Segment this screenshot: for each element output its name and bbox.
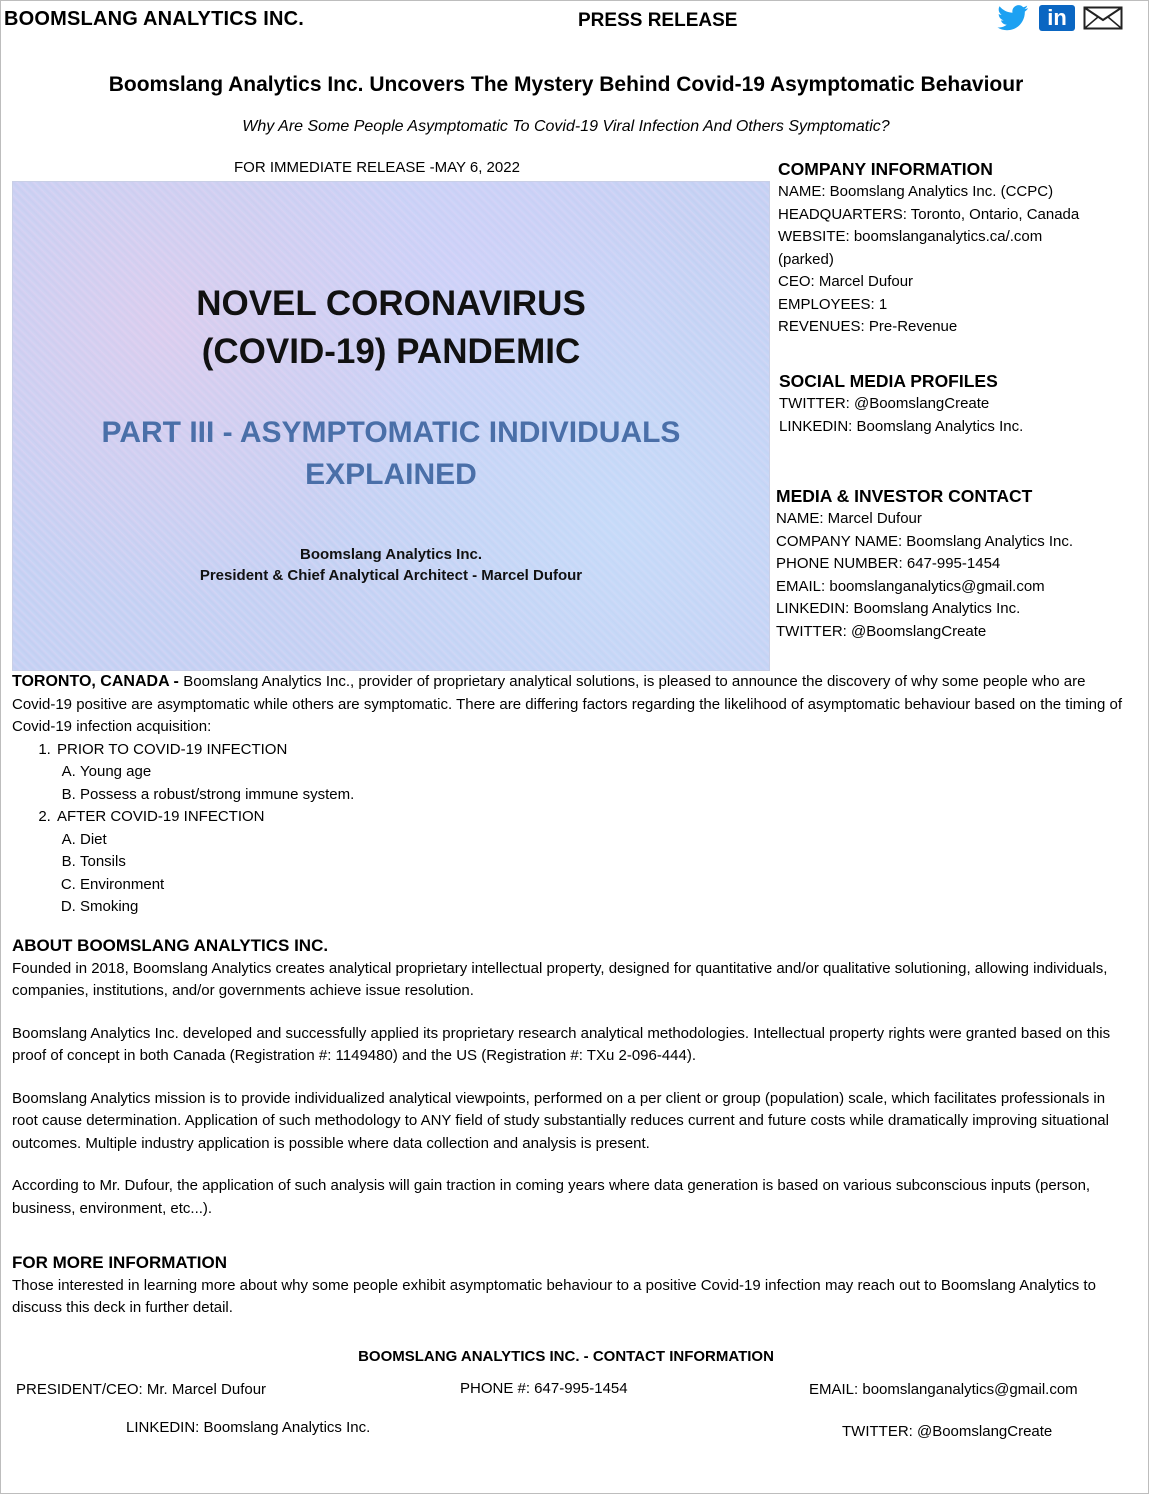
- company-info-line: HEADQUARTERS: Toronto, Ontario, Canada: [778, 205, 1080, 223]
- factor-group-label: AFTER COVID-19 INFECTION: [57, 808, 265, 825]
- social-line: LINKEDIN: Boomslang Analytics Inc.: [779, 417, 1024, 435]
- social-heading: SOCIAL MEDIA PROFILES: [779, 371, 998, 391]
- hero-subtitle-line1: PART III - ASYMPTOMATIC INDIVIDUALS: [101, 416, 681, 449]
- footer-heading: BOOMSLANG ANALYTICS INC. - CONTACT INFORMATION: [358, 1348, 774, 1365]
- page-title: Boomslang Analytics Inc. Uncovers The Mystery Behind Covid-19 Asymptomatic Behaviour: [108, 73, 1024, 96]
- more-info-heading: FOR MORE INFORMATION: [12, 1253, 227, 1272]
- social-profiles: [779, 369, 1023, 438]
- media-contact-line: PHONE NUMBER: 647-995-1454: [776, 555, 1001, 572]
- factor-list: [12, 739, 1122, 919]
- intro-text: Boomslang Analytics Inc., provider of proprietary analytical solutions, is pleased to announce the discovery of why some people who are Covid-19 positive are asymptomatic while others are symptomatic. There are differing factors regarding the likelihood of asymptomatic behaviour based on the timing of Covid-19 infection acquisition:: [12, 673, 1122, 735]
- list-item: A. Diet: [80, 829, 1122, 852]
- about-paragraph: Founded in 2018, Boomslang Analytics creates analytical proprietary intellectual property, designed for quantitative and/or qualitative solutioning, allowing individuals, companies, institutions, and/or governments achieve issue resolution.: [12, 959, 1108, 999]
- footer-president: PRESIDENT/CEO: Mr. Marcel Dufour: [16, 1381, 267, 1398]
- hero-title: [13, 280, 769, 376]
- more-info-text: Those interested in learning more about why some people exhibit asymptomatic behaviour to a positive Covid-19 infection may reach out to Boomslang Analytics to discuss this deck in further detail.: [12, 1276, 1096, 1316]
- company-info-heading: COMPANY INFORMATION: [778, 159, 993, 179]
- about-paragraph: Boomslang Analytics mission is to provide individualized analytical viewpoints, performed on a per client or group (population) scale, which facilitates professionals in root cause determination. Application of such methodology to ANY field of study substantially reduces current and future costs while dramatically improving situational outcomes. Multiple industry application is possible where data collection and analysis is present.: [12, 1089, 1109, 1152]
- media-contact-heading: MEDIA & INVESTOR CONTACT: [776, 486, 1033, 506]
- social-icons: [995, 4, 1123, 32]
- footer-email[interactable]: EMAIL: boomslanganalytics@gmail.com: [809, 1381, 1078, 1398]
- company-info-line: WEBSITE: boomslanganalytics.ca/.com: [778, 228, 1043, 245]
- twitter-icon[interactable]: [995, 5, 1031, 31]
- hero-subtitle: [13, 412, 769, 496]
- list-item: C. Environment: [80, 874, 1122, 897]
- company-info: [778, 157, 1079, 339]
- footer-twitter[interactable]: TWITTER: @BoomslangCreate: [842, 1423, 1053, 1440]
- intro-dateline: TORONTO, CANADA -: [12, 673, 184, 690]
- list-item: B. Tonsils: [80, 851, 1122, 874]
- company-info-line: CEO: Marcel Dufour: [778, 273, 914, 290]
- media-contact-line: LINKEDIN: Boomslang Analytics Inc.: [776, 600, 1021, 617]
- linkedin-icon[interactable]: in: [1039, 5, 1075, 31]
- release-date: FOR IMMEDIATE RELEASE -MAY 6, 2022: [234, 159, 520, 176]
- more-info-section: [12, 1252, 1122, 1320]
- list-item: B. Possess a robust/strong immune system.: [80, 784, 1122, 807]
- hero-image: [12, 181, 770, 671]
- list-item: [55, 739, 1122, 807]
- hero-title-line1: NOVEL CORONAVIRUS: [196, 284, 586, 323]
- hero-credit-author: President & Chief Analytical Architect - Marcel Dufour: [199, 567, 583, 584]
- hero-credit-company: Boomslang Analytics Inc.: [300, 546, 482, 563]
- hero-credit: [13, 544, 769, 586]
- footer-linkedin[interactable]: LINKEDIN: Boomslang Analytics Inc.: [126, 1419, 371, 1436]
- list-item: A. Young age: [80, 761, 1122, 784]
- header-label: PRESS RELEASE: [578, 10, 738, 31]
- media-contact-line: TWITTER: @BoomslangCreate: [776, 622, 987, 640]
- company-info-line: REVENUES: Pre-Revenue: [778, 318, 958, 335]
- hero-subtitle-line2: EXPLAINED: [305, 458, 477, 491]
- social-line: TWITTER: @BoomslangCreate: [779, 395, 990, 412]
- email-icon[interactable]: [1083, 6, 1123, 30]
- factor-sublist: [57, 829, 1122, 919]
- about-heading: ABOUT BOOMSLANG ANALYTICS INC.: [12, 936, 329, 955]
- media-contact: [776, 484, 1073, 643]
- hero-title-line2: (COVID-19) PANDEMIC: [201, 332, 581, 371]
- header-brand: BOOMSLANG ANALYTICS INC.: [4, 8, 304, 30]
- list-item: [55, 806, 1122, 919]
- factor-group-label: PRIOR TO COVID-19 INFECTION: [57, 740, 288, 758]
- about-section: [12, 935, 1122, 1220]
- company-info-line: NAME: Boomslang Analytics Inc. (CCPC): [778, 183, 1054, 200]
- intro-section: [12, 671, 1122, 919]
- footer-phone: PHONE #: 647-995-1454: [460, 1380, 628, 1397]
- list-item: D. Smoking: [80, 896, 1122, 919]
- about-paragraph: Boomslang Analytics Inc. developed and successfully applied its proprietary research analytical methodologies. Intellectual property rights were granted based on this proof of concept in both Canada (Registration #: 1149480) and the US (Registration #: TXu 2-096-444).: [12, 1024, 1111, 1064]
- intro-paragraph: [12, 671, 1122, 739]
- company-info-line: EMPLOYEES: 1: [778, 295, 888, 313]
- media-contact-line: COMPANY NAME: Boomslang Analytics Inc.: [776, 532, 1074, 550]
- about-paragraph: According to Mr. Dufour, the application of such analysis will gain traction in coming years where data generation is based on various subconscious inputs (person, business, environment, etc...).: [12, 1177, 1091, 1217]
- company-info-line: (parked): [778, 250, 834, 268]
- media-contact-line: NAME: Marcel Dufour: [776, 510, 922, 527]
- factor-sublist: [57, 761, 1122, 806]
- page-subtitle: Why Are Some People Asymptomatic To Covid-19 Viral Infection And Others Symptomatic?: [242, 118, 890, 135]
- media-contact-line: EMAIL: boomslanganalytics@gmail.com: [776, 577, 1045, 595]
